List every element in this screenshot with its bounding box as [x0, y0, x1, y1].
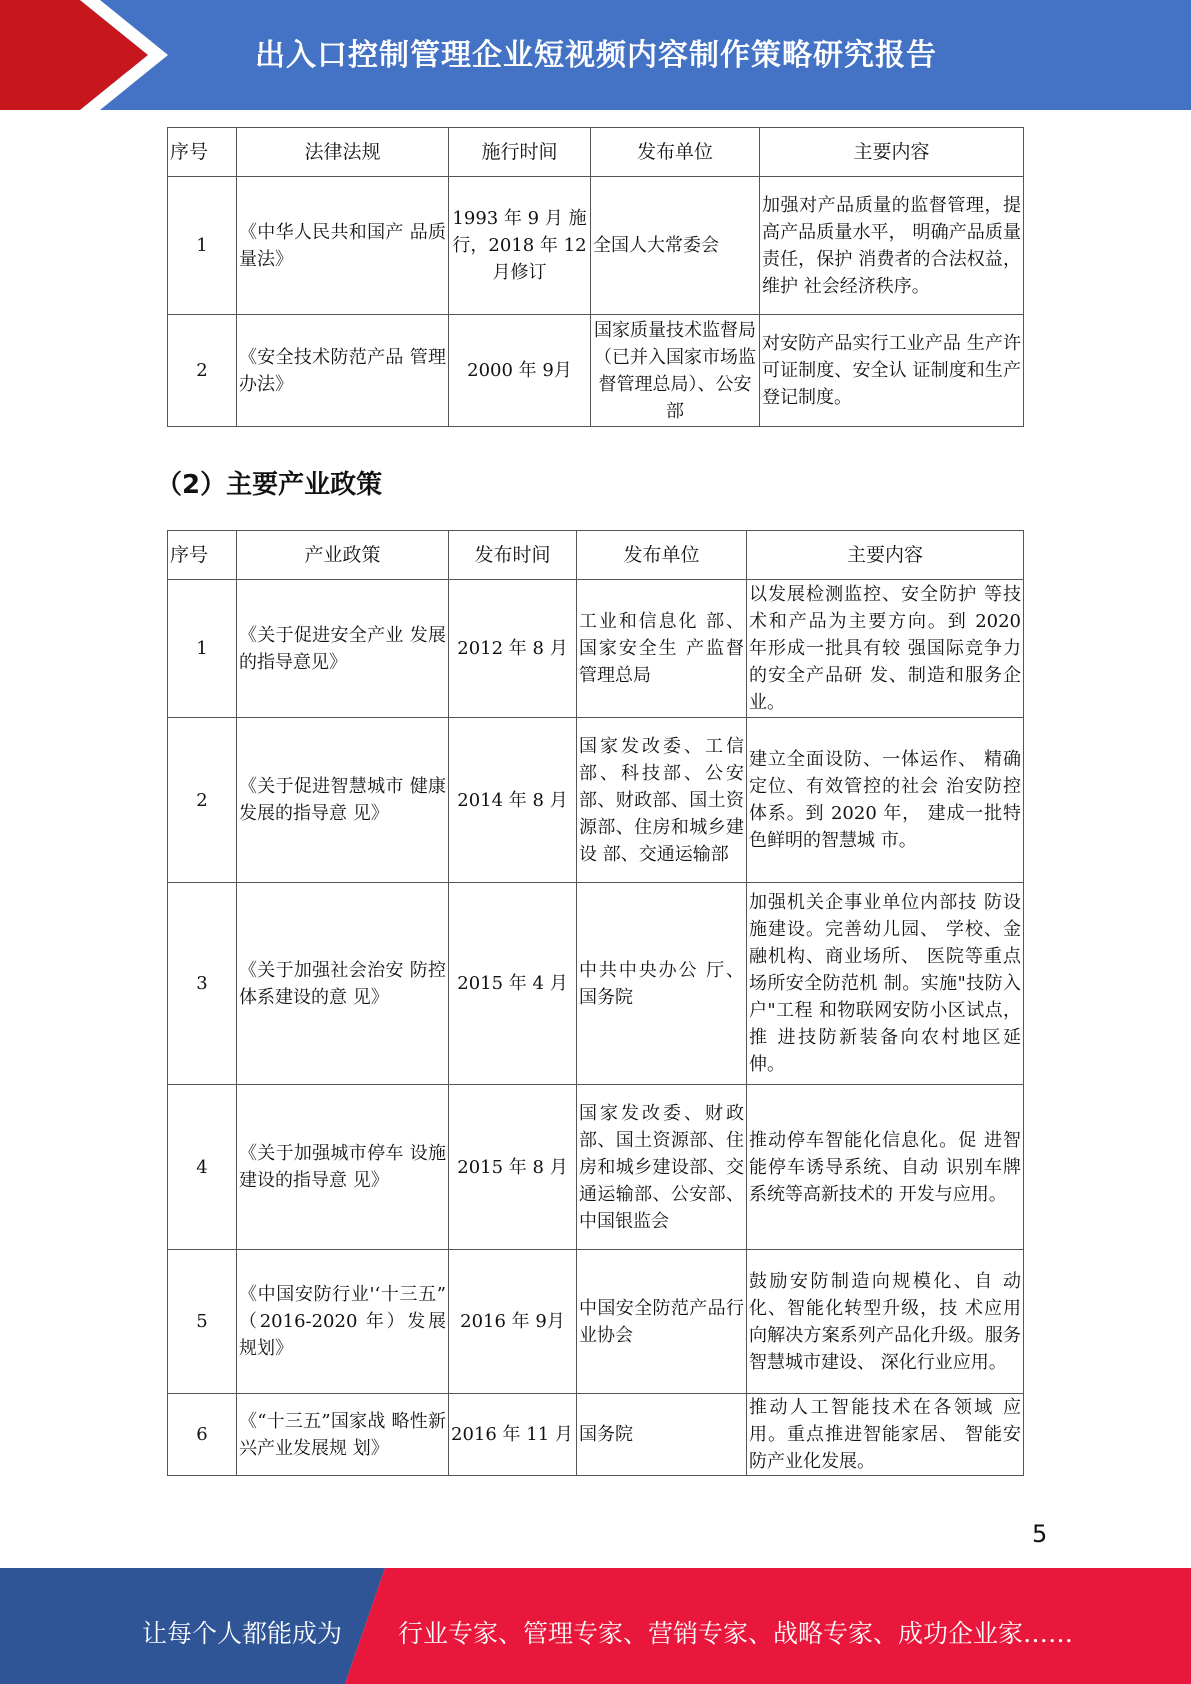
footer-slogan-left: 让每个人都能成为 — [142, 1619, 343, 1648]
cell-no: 2 — [168, 315, 237, 427]
table-header-row — [168, 531, 1024, 580]
col-header-content: 主要内容 — [747, 531, 1024, 580]
cell-content: 推动人工智能技术在各领域 应用。重点推进智能家居、 智能安防产业化发展。 — [747, 1394, 1024, 1476]
cell-content: 鼓励安防制造向规模化、自 动化、智能化转型升级，技 术应用向解决方案系列产品化升级。服务智慧城市建设、 深化行业应用。 — [747, 1250, 1024, 1394]
cell-content: 以发展检测监控、安全防护 等技术和产品为主要方向。到 2020 年形成一批具有较 强国际竞争力的安全产品研 发、制造和服务企业。 — [747, 580, 1024, 718]
cell-date: 2016 年 11 月 — [449, 1394, 577, 1476]
cell-no: 1 — [168, 580, 237, 718]
policy-table — [167, 530, 1024, 1476]
cell-content: 对安防产品实行工业产品 生产许可证制度、安全认 证制度和生产登记制度。 — [760, 315, 1024, 427]
cell-no: 4 — [168, 1085, 237, 1250]
cell-date: 2015 年 4 月 — [449, 883, 577, 1085]
col-header-issuer: 发布单位 — [591, 128, 760, 177]
table-row — [168, 580, 1024, 718]
cell-no: 6 — [168, 1394, 237, 1476]
table-row — [168, 1250, 1024, 1394]
col-header-release-date: 发布时间 — [449, 531, 577, 580]
cell-content: 推动停车智能化信息化。促 进智能停车诱导系统、自动 识别车牌系统等高新技术的 开发与应用。 — [747, 1085, 1024, 1250]
table-row — [168, 1085, 1024, 1250]
table-row — [168, 177, 1024, 315]
col-header-content: 主要内容 — [760, 128, 1024, 177]
col-header-no: 序号 — [168, 128, 237, 177]
section-heading: （2）主要产业政策 — [156, 470, 383, 500]
col-header-no: 序号 — [168, 531, 237, 580]
table-row — [168, 718, 1024, 883]
cell-policy: 《关于加强社会治安 防控体系建设的意 见》 — [237, 883, 449, 1085]
cell-issuer: 中国安全防范产品行业协会 — [577, 1250, 747, 1394]
cell-no: 5 — [168, 1250, 237, 1394]
col-header-effective-date: 施行时间 — [449, 128, 591, 177]
cell-date: 1993 年 9 月 施行，2018 年 12 月修订 — [449, 177, 591, 315]
col-header-policy: 产业政策 — [237, 531, 449, 580]
page-number: 5 — [1032, 1520, 1048, 1548]
col-header-issuer: 发布单位 — [577, 531, 747, 580]
cell-policy: 《关于加强城市停车 设施建设的指导意 见》 — [237, 1085, 449, 1250]
cell-issuer: 国家质量技术监督局（已并入国家市场监督管理总局）、公安部 — [591, 315, 760, 427]
table-row — [168, 1394, 1024, 1476]
cell-issuer: 中共中央办公 厅、国务院 — [577, 883, 747, 1085]
page-header — [0, 0, 1191, 110]
table-row — [168, 315, 1024, 427]
cell-issuer: 国家发改委、财政部、国土资源部、住房和城乡建设部、交通运输部、公安部、中国银监会 — [577, 1085, 747, 1250]
report-title: 出入口控制管理企业短视频内容制作策略研究报告 — [255, 38, 937, 73]
footer-slogan-right: 行业专家、管理专家、营销专家、战略专家、成功企业家…… — [398, 1619, 1074, 1648]
cell-no: 3 — [168, 883, 237, 1085]
cell-policy: 《关于促进安全产业 发展的指导意见》 — [237, 580, 449, 718]
col-header-law: 法律法规 — [237, 128, 449, 177]
cell-law: 《安全技术防范产品 管理办法》 — [237, 315, 449, 427]
cell-policy: 《关于促进智慧城市 健康发展的指导意 见》 — [237, 718, 449, 883]
cell-policy: 《中国安防行业'‘十三五” （2016-2020 年）发展规划》 — [237, 1250, 449, 1394]
laws-table — [167, 127, 1024, 427]
cell-date: 2015 年 8 月 — [449, 1085, 577, 1250]
cell-issuer: 国家发改委、工信部、科技部、公安部、财政部、国土资源部、住房和城乡建设 部、交通运输部 — [577, 718, 747, 883]
cell-date: 2014 年 8 月 — [449, 718, 577, 883]
cell-date: 2012 年 8 月 — [449, 580, 577, 718]
cell-law: 《中华人民共和国产 品质量法》 — [237, 177, 449, 315]
table-header-row — [168, 128, 1024, 177]
cell-date: 2016 年 9月 — [449, 1250, 577, 1394]
cell-issuer: 全国人大常委会 — [591, 177, 760, 315]
cell-no: 1 — [168, 177, 237, 315]
cell-issuer: 工业和信息化 部、国家安全生 产监督管理总局 — [577, 580, 747, 718]
page-footer — [0, 1568, 1191, 1684]
cell-issuer: 国务院 — [577, 1394, 747, 1476]
cell-date: 2000 年 9月 — [449, 315, 591, 427]
cell-content: 建立全面设防、一体运作、 精确定位、有效管控的社会 治安防控体系。到 2020 年， 建成一批特色鲜明的智慧城 市。 — [747, 718, 1024, 883]
cell-content: 加强机关企事业单位内部技 防设施建设。完善幼儿园、 学校、金融机构、商业场所、 医院等重点场所安全防范机 制。实施"技防入户"工程 和物联网安防小区试点，推 进技防新装备向农村地区延 伸。 — [747, 883, 1024, 1085]
table-row — [168, 883, 1024, 1085]
cell-policy: 《“十三五”国家战 略性新兴产业发展规 划》 — [237, 1394, 449, 1476]
cell-no: 2 — [168, 718, 237, 883]
cell-content: 加强对产品质量的监督管理，提高产品质量水平， 明确产品质量责任，保护 消费者的合法权益，维护 社会经济秩序。 — [760, 177, 1024, 315]
